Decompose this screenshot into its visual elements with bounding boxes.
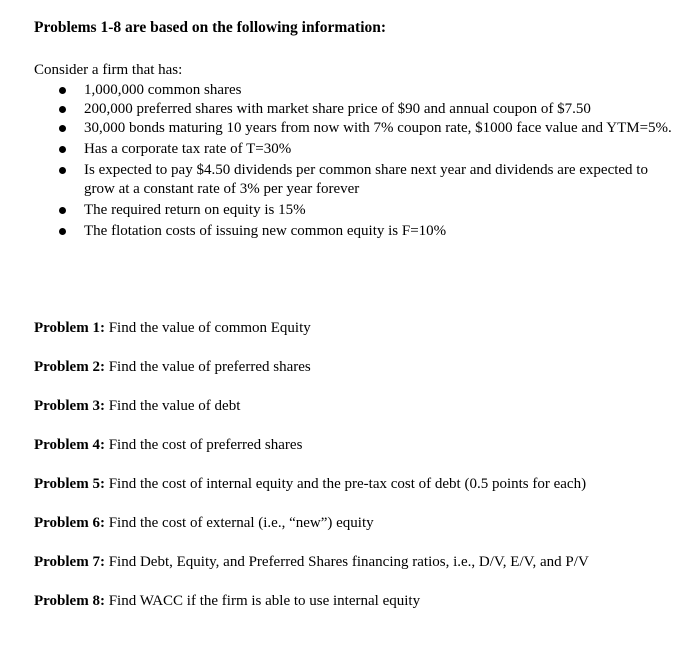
list-item bbox=[56, 161, 676, 199]
problem-label: Problem 8: bbox=[34, 593, 105, 609]
list-item bbox=[56, 140, 676, 159]
problem-6 bbox=[34, 515, 374, 532]
list-item bbox=[56, 119, 676, 138]
bullet-icon bbox=[59, 87, 66, 94]
bullet-text: 30,000 bonds maturing 10 years from now with 7% coupon rate, $1000 face value and YTM=5%. bbox=[84, 120, 672, 136]
bullet-icon bbox=[59, 167, 66, 174]
bullet-text: The required return on equity is 15% bbox=[84, 202, 306, 218]
problem-text: Find the cost of preferred shares bbox=[108, 437, 303, 453]
problem-label: Problem 2: bbox=[34, 359, 105, 375]
list-item bbox=[56, 201, 676, 220]
bullet-text: Has a corporate tax rate of T=30% bbox=[84, 141, 292, 157]
problem-text: Find the value of common Equity bbox=[108, 320, 311, 336]
problem-5 bbox=[34, 476, 586, 493]
bullet-text: The flotation costs of issuing new common equity is F=10% bbox=[84, 223, 447, 239]
problem-label: Problem 6: bbox=[34, 515, 105, 531]
problem-8 bbox=[34, 593, 420, 610]
list-item bbox=[56, 100, 676, 119]
list-item bbox=[56, 81, 676, 100]
bullet-text: 1,000,000 common shares bbox=[84, 82, 242, 98]
bullet-icon bbox=[59, 125, 66, 132]
problem-4 bbox=[34, 437, 302, 454]
bullet-icon bbox=[59, 228, 66, 235]
problem-label: Problem 7: bbox=[34, 554, 105, 570]
problem-text: Find the value of debt bbox=[108, 398, 241, 414]
problem-label: Problem 1: bbox=[34, 320, 105, 336]
problem-text: Find WACC if the firm is able to use internal equity bbox=[108, 593, 421, 609]
problem-text: Find the cost of internal equity and the pre-tax cost of debt (0.5 points for each) bbox=[108, 476, 587, 492]
list-item bbox=[56, 222, 676, 241]
problem-label: Problem 4: bbox=[34, 437, 105, 453]
problem-2 bbox=[34, 359, 311, 376]
intro-text: Consider a firm that has: bbox=[34, 62, 183, 78]
section-heading: Problems 1-8 are based on the following information: bbox=[34, 19, 387, 36]
bullet-icon bbox=[59, 106, 66, 113]
problem-1 bbox=[34, 320, 311, 337]
firm-facts-list bbox=[56, 81, 676, 241]
problem-text: Find the value of preferred shares bbox=[108, 359, 311, 375]
problem-text: Find the cost of external (i.e., “new”) equity bbox=[108, 515, 374, 531]
problem-7 bbox=[34, 554, 589, 571]
problem-3 bbox=[34, 398, 240, 415]
bullet-text: Is expected to pay $4.50 dividends per common share next year and dividends are expected to grow at a constant rate of 3% per year forever bbox=[84, 162, 648, 197]
problem-label: Problem 3: bbox=[34, 398, 105, 414]
bullet-text: 200,000 preferred shares with market share price of $90 and annual coupon of $7.50 bbox=[84, 101, 591, 117]
bullet-icon bbox=[59, 207, 66, 214]
bullet-icon bbox=[59, 146, 66, 153]
problem-label: Problem 5: bbox=[34, 476, 105, 492]
problem-text: Find Debt, Equity, and Preferred Shares financing ratios, i.e., D/V, E/V, and P/V bbox=[108, 554, 589, 570]
